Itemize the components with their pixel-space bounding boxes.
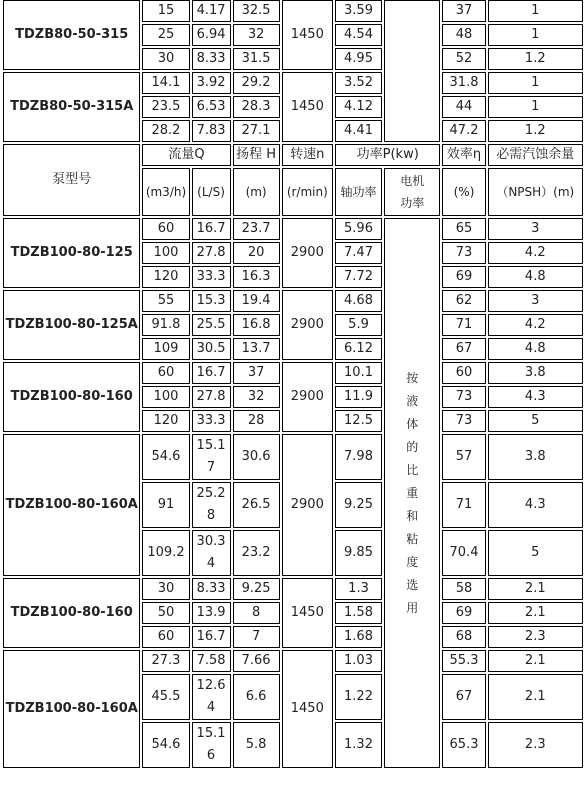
- flow-ls-cell: 25.5: [192, 314, 231, 336]
- table-row: [3, 434, 583, 480]
- npsh-cell: 4.8: [488, 338, 583, 360]
- head-cell: 9.25: [233, 578, 280, 600]
- flow-ls-cell: 7.83: [192, 120, 231, 142]
- head-cell: 19.4: [233, 290, 280, 312]
- header-flow: 流量Q: [142, 144, 230, 166]
- flow-m3h-cell: 100: [142, 242, 189, 264]
- model-cell: TDZB100-80-125: [3, 218, 140, 288]
- speed-cell: 2900: [282, 362, 333, 432]
- speed-cell: 2900: [282, 218, 333, 288]
- head-cell: 32: [233, 24, 280, 46]
- efficiency-cell: 37: [442, 0, 485, 22]
- flow-m3h-cell: 60: [142, 218, 189, 240]
- flow-ls-cell: 16.7: [192, 626, 231, 648]
- head-cell: 5.8: [233, 722, 280, 768]
- shaft-power-cell: 4.12: [335, 96, 382, 118]
- pump-spec-table: [1, 0, 585, 770]
- shaft-power-cell: 5.96: [335, 218, 382, 240]
- npsh-cell: 3.8: [488, 362, 583, 384]
- shaft-power-cell: 4.41: [335, 120, 382, 142]
- motor-power-note: 按液体的比重和粘度选用: [384, 218, 440, 768]
- shaft-power-cell: 6.12: [335, 338, 382, 360]
- efficiency-cell: 44: [442, 96, 485, 118]
- shaft-power-cell: 4.68: [335, 290, 382, 312]
- flow-ls-cell: 33.3: [192, 266, 231, 288]
- shaft-power-cell: 4.54: [335, 24, 382, 46]
- head-cell: 7.66: [233, 650, 280, 672]
- efficiency-cell: 71: [442, 314, 485, 336]
- efficiency-cell: 73: [442, 242, 485, 264]
- model-cell: TDZB100-80-160A: [3, 434, 140, 576]
- flow-m3h-cell: 28.2: [142, 120, 189, 142]
- flow-ls-cell: 27.8: [192, 242, 231, 264]
- efficiency-cell: 73: [442, 386, 485, 408]
- shaft-power-cell: 1.03: [335, 650, 382, 672]
- flow-ls-cell: 15.3: [192, 290, 231, 312]
- table-row: [3, 0, 583, 22]
- flow-m3h-cell: 15: [142, 0, 189, 22]
- efficiency-cell: 65: [442, 218, 485, 240]
- flow-ls-cell: 7.58: [192, 650, 231, 672]
- efficiency-cell: 60: [442, 362, 485, 384]
- npsh-cell: 2.1: [488, 578, 583, 600]
- speed-cell: 1450: [282, 0, 333, 70]
- table-row: [3, 72, 583, 94]
- npsh-cell: 4.3: [488, 386, 583, 408]
- head-cell: 32: [233, 386, 280, 408]
- npsh-cell: 2.1: [488, 674, 583, 720]
- flow-m3h-cell: 120: [142, 410, 189, 432]
- head-cell: 16.3: [233, 266, 280, 288]
- model-cell: TDZB100-80-160A: [3, 650, 140, 768]
- efficiency-cell: 48: [442, 24, 485, 46]
- efficiency-cell: 65.3: [442, 722, 485, 768]
- head-cell: 16.8: [233, 314, 280, 336]
- npsh-cell: 3: [488, 218, 583, 240]
- flow-ls-cell: 16.7: [192, 362, 231, 384]
- flow-ls-cell: 27.8: [192, 386, 231, 408]
- efficiency-cell: 69: [442, 266, 485, 288]
- head-cell: 8: [233, 602, 280, 624]
- flow-m3h-cell: 14.1: [142, 72, 189, 94]
- shaft-power-cell: 1.3: [335, 578, 382, 600]
- efficiency-cell: 58: [442, 578, 485, 600]
- shaft-power-cell: 1.68: [335, 626, 382, 648]
- npsh-cell: 4.3: [488, 482, 583, 528]
- npsh-cell: 1: [488, 96, 583, 118]
- head-cell: 30.6: [233, 434, 280, 480]
- npsh-cell: 3.8: [488, 434, 583, 480]
- npsh-cell: 5: [488, 410, 583, 432]
- flow-m3h-cell: 91.8: [142, 314, 189, 336]
- head-cell: 7: [233, 626, 280, 648]
- flow-m3h-cell: 100: [142, 386, 189, 408]
- npsh-cell: 1: [488, 72, 583, 94]
- head-cell: 26.5: [233, 482, 280, 528]
- shaft-power-cell: 1.58: [335, 602, 382, 624]
- header-model: 泵型号: [3, 144, 140, 216]
- table-row: [3, 578, 583, 600]
- head-cell: 23.2: [233, 530, 280, 576]
- npsh-cell: 1: [488, 24, 583, 46]
- npsh-cell: 4.2: [488, 314, 583, 336]
- shaft-power-cell: 12.5: [335, 410, 382, 432]
- table-row: [3, 362, 583, 384]
- flow-m3h-cell: 109.2: [142, 530, 189, 576]
- model-cell: TDZB100-80-160: [3, 578, 140, 648]
- shaft-power-cell: 3.59: [335, 0, 382, 22]
- npsh-cell: 2.3: [488, 722, 583, 768]
- flow-m3h-cell: 45.5: [142, 674, 189, 720]
- head-cell: 27.1: [233, 120, 280, 142]
- shaft-power-cell: 9.85: [335, 530, 382, 576]
- flow-m3h-cell: 27.3: [142, 650, 189, 672]
- npsh-cell: 1.2: [488, 120, 583, 142]
- header-efficiency-unit: (%): [442, 168, 485, 216]
- npsh-cell: 4.8: [488, 266, 583, 288]
- head-cell: 31.5: [233, 48, 280, 70]
- header-head-unit: (m): [233, 168, 280, 216]
- efficiency-cell: 55.3: [442, 650, 485, 672]
- npsh-cell: 2.3: [488, 626, 583, 648]
- speed-cell: 1450: [282, 578, 333, 648]
- efficiency-cell: 47.2: [442, 120, 485, 142]
- model-cell: TDZB100-80-125A: [3, 290, 140, 360]
- header-motor-power: 电机功率: [384, 168, 440, 216]
- shaft-power-cell: 1.32: [335, 722, 382, 768]
- efficiency-cell: 62: [442, 290, 485, 312]
- motor-power-blank: [384, 0, 440, 142]
- shaft-power-cell: 1.22: [335, 674, 382, 720]
- header-head: 扬程 H: [233, 144, 280, 166]
- speed-cell: 1450: [282, 72, 333, 142]
- shaft-power-cell: 4.95: [335, 48, 382, 70]
- flow-m3h-cell: 109: [142, 338, 189, 360]
- head-cell: 6.6: [233, 674, 280, 720]
- npsh-cell: 5: [488, 530, 583, 576]
- table-row: [3, 290, 583, 312]
- flow-ls-cell: 6.94: [192, 24, 231, 46]
- flow-m3h-cell: 60: [142, 362, 189, 384]
- flow-ls-cell: 15.17: [192, 434, 231, 480]
- flow-ls-cell: 30.5: [192, 338, 231, 360]
- npsh-cell: 2.1: [488, 650, 583, 672]
- efficiency-cell: 31.8: [442, 72, 485, 94]
- header-efficiency: 效率η: [442, 144, 485, 166]
- flow-m3h-cell: 60: [142, 626, 189, 648]
- flow-ls-cell: 8.33: [192, 48, 231, 70]
- speed-cell: 2900: [282, 290, 333, 360]
- shaft-power-cell: 7.72: [335, 266, 382, 288]
- shaft-power-cell: 7.47: [335, 242, 382, 264]
- npsh-cell: 1: [488, 0, 583, 22]
- shaft-power-cell: 3.52: [335, 72, 382, 94]
- header-row: [3, 144, 583, 166]
- flow-ls-cell: 30.34: [192, 530, 231, 576]
- shaft-power-cell: 10.1: [335, 362, 382, 384]
- flow-ls-cell: 15.16: [192, 722, 231, 768]
- flow-m3h-cell: 91: [142, 482, 189, 528]
- flow-m3h-cell: 120: [142, 266, 189, 288]
- head-cell: 32.5: [233, 0, 280, 22]
- head-cell: 13.7: [233, 338, 280, 360]
- head-cell: 37: [233, 362, 280, 384]
- flow-ls-cell: 16.7: [192, 218, 231, 240]
- flow-ls-cell: 12.64: [192, 674, 231, 720]
- efficiency-cell: 67: [442, 338, 485, 360]
- npsh-cell: 4.2: [488, 242, 583, 264]
- efficiency-cell: 68: [442, 626, 485, 648]
- head-cell: 28.3: [233, 96, 280, 118]
- shaft-power-cell: 11.9: [335, 386, 382, 408]
- flow-m3h-cell: 25: [142, 24, 189, 46]
- flow-m3h-cell: 50: [142, 602, 189, 624]
- flow-m3h-cell: 54.6: [142, 722, 189, 768]
- spec-table-container: [1, 0, 585, 770]
- flow-ls-cell: 4.17: [192, 0, 231, 22]
- flow-ls-cell: 8.33: [192, 578, 231, 600]
- npsh-cell: 3: [488, 290, 583, 312]
- header-power: 功率P(kw): [335, 144, 441, 166]
- flow-m3h-cell: 30: [142, 48, 189, 70]
- efficiency-cell: 71: [442, 482, 485, 528]
- head-cell: 28: [233, 410, 280, 432]
- efficiency-cell: 57: [442, 434, 485, 480]
- speed-cell: 1450: [282, 650, 333, 768]
- flow-ls-cell: 3.92: [192, 72, 231, 94]
- flow-ls-cell: 6.53: [192, 96, 231, 118]
- shaft-power-cell: 5.9: [335, 314, 382, 336]
- head-cell: 29.2: [233, 72, 280, 94]
- flow-m3h-cell: 23.5: [142, 96, 189, 118]
- header-shaft-power: 轴功率: [335, 168, 382, 216]
- header-speed: 转速n: [282, 144, 333, 166]
- efficiency-cell: 69: [442, 602, 485, 624]
- header-npsh: 必需汽蚀余量: [488, 144, 583, 166]
- speed-cell: 2900: [282, 434, 333, 576]
- flow-m3h-cell: 30: [142, 578, 189, 600]
- npsh-cell: 2.1: [488, 602, 583, 624]
- header-flow-unit-m3h: (m3/h): [142, 168, 189, 216]
- table-row: [3, 218, 583, 240]
- flow-ls-cell: 13.9: [192, 602, 231, 624]
- efficiency-cell: 52: [442, 48, 485, 70]
- head-cell: 23.7: [233, 218, 280, 240]
- model-cell: TDZB80-50-315A: [3, 72, 140, 142]
- flow-ls-cell: 25.28: [192, 482, 231, 528]
- model-cell: TDZB100-80-160: [3, 362, 140, 432]
- header-flow-unit-ls: (L/S): [192, 168, 231, 216]
- efficiency-cell: 73: [442, 410, 485, 432]
- shaft-power-cell: 9.25: [335, 482, 382, 528]
- efficiency-cell: 67: [442, 674, 485, 720]
- table-row: [3, 650, 583, 672]
- header-speed-unit: (r/min): [282, 168, 333, 216]
- model-cell: TDZB80-50-315: [3, 0, 140, 70]
- flow-m3h-cell: 54.6: [142, 434, 189, 480]
- shaft-power-cell: 7.98: [335, 434, 382, 480]
- head-cell: 20: [233, 242, 280, 264]
- npsh-cell: 1.2: [488, 48, 583, 70]
- efficiency-cell: 70.4: [442, 530, 485, 576]
- flow-m3h-cell: 55: [142, 290, 189, 312]
- flow-ls-cell: 33.3: [192, 410, 231, 432]
- header-npsh-unit: （NPSH）(m): [488, 168, 583, 216]
